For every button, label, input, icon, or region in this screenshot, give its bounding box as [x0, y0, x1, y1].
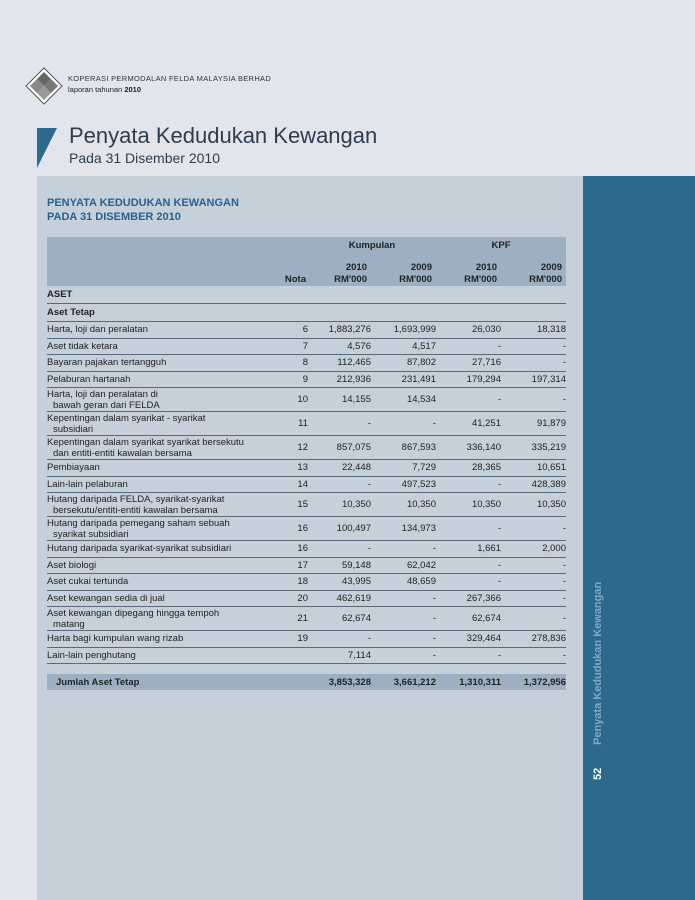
table-row	[47, 388, 566, 412]
row-label: Harta, loji dan peralatan di bawah geran dari FELDA	[47, 388, 274, 412]
row-label: Hutang daripada pemegang saham sebuah syarikat subsidiari	[47, 517, 274, 541]
row-note: 19	[274, 631, 308, 648]
table-row	[47, 557, 566, 574]
row-value: 14,534	[371, 388, 436, 412]
row-note: 9	[274, 371, 308, 388]
table-row	[47, 647, 566, 664]
row-value: -	[371, 631, 436, 648]
section-heading-aset-tetap: Aset Tetap	[47, 304, 566, 322]
statement-title: PENYATA KEDUDUKAN KEWANGAN PADA 31 DISEMBER 2010	[47, 197, 239, 223]
side-band	[583, 176, 695, 900]
row-label: Pembiayaan	[47, 460, 274, 477]
row-value: 112,465	[308, 355, 371, 372]
page-subtitle: Pada 31 Disember 2010	[69, 150, 220, 166]
organization-name: KOPERASI PERMODALAN FELDA MALAYSIA BERHAD	[68, 74, 272, 83]
row-note	[274, 647, 308, 664]
table-row	[47, 631, 566, 648]
row-value: 10,651	[501, 460, 566, 477]
row-value: 10,350	[371, 493, 436, 517]
row-label: Bayaran pajakan tertangguh	[47, 355, 274, 372]
row-note: 10	[274, 388, 308, 412]
row-value: 197,314	[501, 371, 566, 388]
row-value: 10,350	[308, 493, 371, 517]
total-label: Jumlah Aset Tetap	[47, 674, 274, 690]
row-label: Pelaburan hartanah	[47, 371, 274, 388]
row-note: 6	[274, 322, 308, 339]
row-label: Harta bagi kumpulan wang rizab	[47, 631, 274, 648]
row-value: 100,497	[308, 517, 371, 541]
row-value: 62,674	[308, 607, 371, 631]
row-value: -	[501, 574, 566, 591]
row-value: 278,836	[501, 631, 566, 648]
row-value: 10,350	[436, 493, 501, 517]
row-value: -	[501, 338, 566, 355]
table-row	[47, 322, 566, 339]
row-note: 14	[274, 476, 308, 493]
column-header: 2010 RM'000	[308, 254, 371, 286]
row-value: 497,523	[371, 476, 436, 493]
title-accent-icon	[37, 128, 57, 168]
row-label: Aset tidak ketara	[47, 338, 274, 355]
row-value: 428,389	[501, 476, 566, 493]
row-value: 10,350	[501, 493, 566, 517]
side-section-label: Penyata Kedudukan Kewangan	[592, 581, 604, 745]
total-value: 1,372,956	[501, 674, 566, 690]
row-value: 1,661	[436, 541, 501, 558]
column-header-nota: Nota	[274, 254, 308, 286]
row-value: 2,000	[501, 541, 566, 558]
total-value: 3,853,328	[308, 674, 371, 690]
row-note: 7	[274, 338, 308, 355]
row-value: -	[436, 574, 501, 591]
row-note: 18	[274, 574, 308, 591]
row-value: 329,464	[436, 631, 501, 648]
row-value: 28,365	[436, 460, 501, 477]
row-label: Aset kewangan sedia di jual	[47, 590, 274, 607]
section-heading-aset: ASET	[47, 286, 566, 304]
table-row	[47, 493, 566, 517]
row-value: 212,936	[308, 371, 371, 388]
row-value: -	[371, 590, 436, 607]
table-row	[47, 476, 566, 493]
table-row	[47, 607, 566, 631]
row-label: Hutang daripada FELDA, syarikat-syarikat bersekutu/entiti-entiti kawalan bersama	[47, 493, 274, 517]
total-value: 1,310,311	[436, 674, 501, 690]
row-value: -	[371, 607, 436, 631]
row-note: 16	[274, 517, 308, 541]
table-row	[47, 371, 566, 388]
table-row	[47, 460, 566, 477]
row-value: 1,883,276	[308, 322, 371, 339]
row-value: -	[436, 517, 501, 541]
row-label: Harta, loji dan peralatan	[47, 322, 274, 339]
row-value: 48,659	[371, 574, 436, 591]
table-row	[47, 541, 566, 558]
row-value: -	[501, 517, 566, 541]
row-value: -	[308, 541, 371, 558]
row-value: -	[436, 338, 501, 355]
total-row	[47, 674, 566, 690]
row-value: 87,802	[371, 355, 436, 372]
row-label: Lain-lain penghutang	[47, 647, 274, 664]
row-value: -	[436, 557, 501, 574]
row-value: -	[501, 388, 566, 412]
row-label: Kepentingan dalam syarikat - syarikat subsidiari	[47, 412, 274, 436]
financial-position-table	[47, 237, 566, 690]
column-header: 2009 RM'000	[371, 254, 436, 286]
column-header: 2010 RM'000	[436, 254, 501, 286]
row-value: -	[436, 476, 501, 493]
row-value: 179,294	[436, 371, 501, 388]
group-header-kumpulan: Kumpulan	[308, 237, 436, 254]
row-value: -	[501, 647, 566, 664]
row-value: 4,576	[308, 338, 371, 355]
row-value: -	[371, 541, 436, 558]
row-value: 134,973	[371, 517, 436, 541]
row-value: 462,619	[308, 590, 371, 607]
row-value: -	[371, 647, 436, 664]
table-row	[47, 338, 566, 355]
row-label: Lain-lain pelaburan	[47, 476, 274, 493]
row-value: 41,251	[436, 412, 501, 436]
row-value: 22,448	[308, 460, 371, 477]
row-label: Aset cukai tertunda	[47, 574, 274, 591]
row-label: Hutang daripada syarikat-syarikat subsidiari	[47, 541, 274, 558]
row-value: 62,674	[436, 607, 501, 631]
page-title: Penyata Kedudukan Kewangan	[69, 123, 378, 148]
row-value: -	[501, 557, 566, 574]
total-value: 3,661,212	[371, 674, 436, 690]
report-label: laporan tahunan 2010	[68, 85, 141, 94]
row-note: 8	[274, 355, 308, 372]
row-value: 26,030	[436, 322, 501, 339]
table-row	[47, 517, 566, 541]
row-value: 7,729	[371, 460, 436, 477]
row-label: Aset kewangan dipegang hingga tempoh matang	[47, 607, 274, 631]
kpf-logo	[24, 66, 64, 106]
row-value: -	[371, 412, 436, 436]
row-value: 27,716	[436, 355, 501, 372]
row-value: 59,148	[308, 557, 371, 574]
table-row	[47, 355, 566, 372]
table-row	[47, 412, 566, 436]
row-value: 857,075	[308, 436, 371, 460]
table-row	[47, 436, 566, 460]
group-header-kpf: KPF	[436, 237, 566, 254]
row-note: 12	[274, 436, 308, 460]
row-value: 18,318	[501, 322, 566, 339]
row-label: Aset biologi	[47, 557, 274, 574]
row-value: -	[308, 412, 371, 436]
table-row	[47, 590, 566, 607]
row-value: -	[501, 355, 566, 372]
row-value: 867,593	[371, 436, 436, 460]
row-value: 43,995	[308, 574, 371, 591]
row-value: -	[308, 631, 371, 648]
row-note: 21	[274, 607, 308, 631]
column-header: 2009 RM'000	[501, 254, 566, 286]
row-note: 20	[274, 590, 308, 607]
row-note: 13	[274, 460, 308, 477]
table-row	[47, 574, 566, 591]
row-value: -	[436, 647, 501, 664]
row-value: 62,042	[371, 557, 436, 574]
row-value: 231,491	[371, 371, 436, 388]
row-value: 267,366	[436, 590, 501, 607]
row-note: 17	[274, 557, 308, 574]
row-value: 336,140	[436, 436, 501, 460]
row-value: 91,879	[501, 412, 566, 436]
row-note: 15	[274, 493, 308, 517]
row-note: 11	[274, 412, 308, 436]
row-value: 14,155	[308, 388, 371, 412]
row-value: -	[436, 388, 501, 412]
page-number: 52	[592, 767, 604, 780]
row-value: -	[501, 590, 566, 607]
row-value: 1,693,999	[371, 322, 436, 339]
row-note: 16	[274, 541, 308, 558]
row-value: 7,114	[308, 647, 371, 664]
row-value: -	[308, 476, 371, 493]
row-label: Kepentingan dalam syarikat syarikat bersekutu dan entiti-entiti kawalan bersama	[47, 436, 274, 460]
row-value: -	[501, 607, 566, 631]
row-value: 335,219	[501, 436, 566, 460]
row-value: 4,517	[371, 338, 436, 355]
